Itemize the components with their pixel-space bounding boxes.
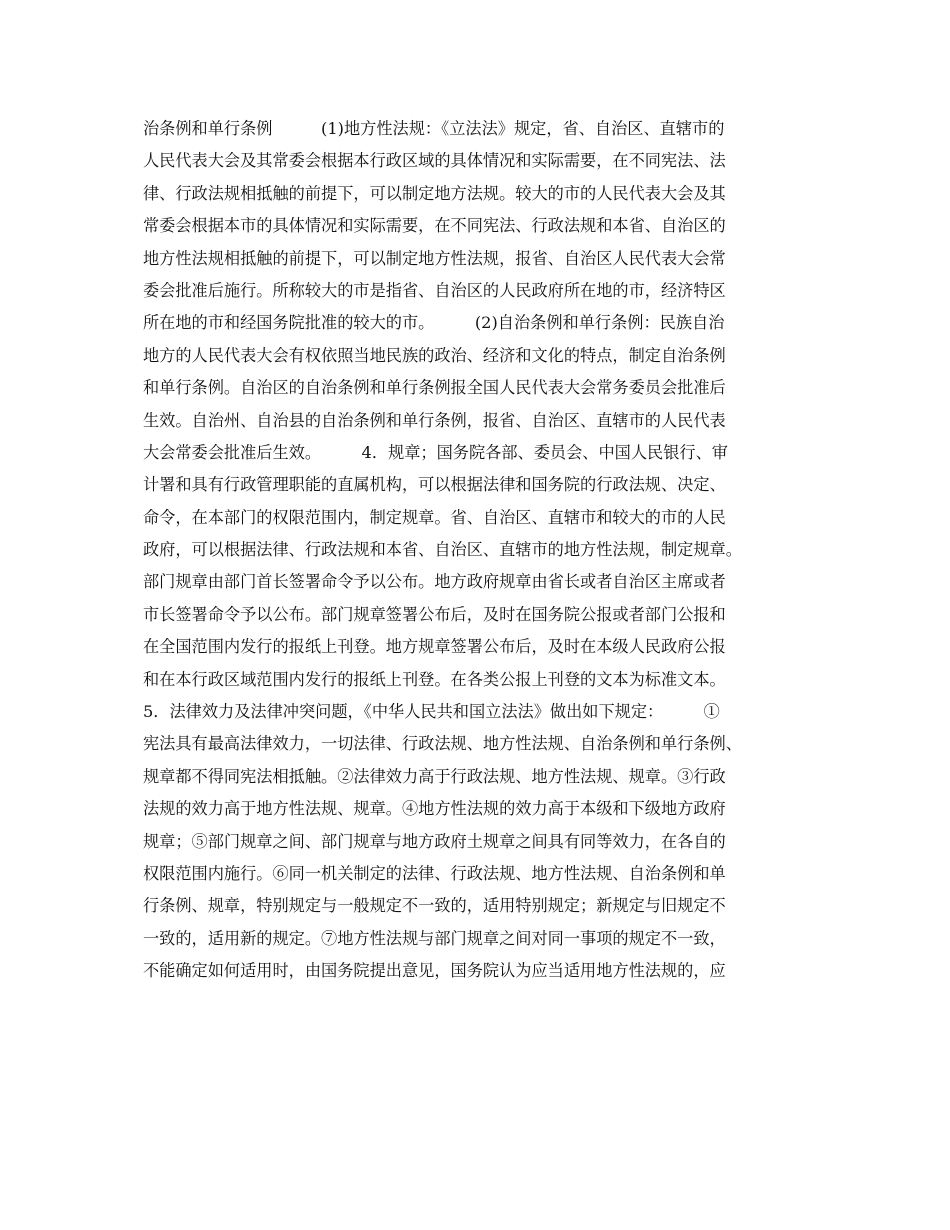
text-line: 规章都不得同宪法相抵触。②法律效力高于行政法规、地方性法规、规章。③行政 <box>143 766 726 786</box>
text-line: 不能确定如何适用时，由国务院提出意见，国务院认为应当适用地方性法规的，应 <box>143 961 726 981</box>
text-line: 计署和具有行政管理职能的直属机构，可以根据法律和国务院的行政法规、决定、 <box>143 475 726 495</box>
text-line: 生效。自治州、自治县的自治条例和单行条例，报省、自治区、直辖市的人民代表 <box>143 410 726 430</box>
text-line: 所在地的市和经国务院批准的较大的市。 (2)自治条例和单行条例：民族自治 <box>143 313 725 333</box>
text-line: 权限范围内施行。⑥同一机关制定的法律、行政法规、地方性法规、自治条例和单 <box>143 863 726 883</box>
text-line: 宪法具有最高法律效力，一切法律、行政法规、地方性法规、自治条例和单行条例、 <box>143 734 742 754</box>
text-line: 命令，在本部门的权限范围内，制定规章。省、自治区、直辖市和较大的市的人民 <box>143 507 726 527</box>
body-text <box>143 113 833 988</box>
text-line: 地方的人民代表大会有权依照当地民族的政治、经济和文化的特点，制定自治条例 <box>143 345 726 365</box>
text-line: 部门规章由部门首长签署命令予以公布。地方政府规章由省长或者自治区主席或者 <box>143 572 726 592</box>
text-line: 地方性法规相抵触的前提下，可以制定地方性法规，报省、自治区人民代表大会常 <box>143 248 726 268</box>
text-line: 规章；⑤部门规章之间、部门规章与地方政府土规章之间具有同等效力，在各自的 <box>143 831 726 851</box>
text-line: 行条例、规章，特别规定与一般规定不一致的，适用特别规定；新规定与旧规定不 <box>143 896 726 916</box>
text-line: 常委会根据本市的具体情况和实际需要，在不同宪法、行政法规和本省、自治区的 <box>143 216 726 236</box>
text-line: 律、行政法规相抵触的前提下，可以制定地方法规。较大的市的人民代表大会及其 <box>143 183 726 203</box>
text-line: 5．法律效力及法律冲突问题，《中华人民共和国立法法》做出如下规定： ① <box>143 702 720 722</box>
text-line: 治条例和单行条例 (1)地方性法规：《立法法》规定，省、自治区、直辖市的 <box>143 119 725 138</box>
text-line: 大会常委会批准后生效。 4．规章；国务院各部、委员会、中国人民银行、审 <box>143 442 728 462</box>
text-line: 在全国范围内发行的报纸上刊登。地方规章签署公布后，及时在本级人民政府公报 <box>143 637 726 657</box>
text-line: 和单行条例。自治区的自治条例和单行条例报全国人民代表大会常务委员会批准后 <box>143 378 726 398</box>
text-line: 法规的效力高于地方性法规、规章。④地方性法规的效力高于本级和下级地方政府 <box>143 799 726 819</box>
text-line: 市长签署命令予以公布。部门规章签署公布后，及时在国务院公报或者部门公报和 <box>143 604 726 624</box>
text-line: 人民代表大会及其常委会根据本行政区域的具体情况和实际需要，在不同宪法、法 <box>143 151 726 171</box>
text-line: 和在本行政区域范围内发行的报纸上刊登。在各类公报上刊登的文本为标准文本。 <box>143 669 726 689</box>
text-line: 政府，可以根据法律、行政法规和本省、自治区、直辖市的地方性法规，制定规章。 <box>143 540 742 560</box>
text-line: 一致的，适用新的规定。⑦地方性法规与部门规章之间对同一事项的规定不一致， <box>143 928 726 948</box>
text-line: 委会批准后施行。所称较大的市是指省、自治区的人民政府所在地的市，经济特区 <box>143 280 726 300</box>
